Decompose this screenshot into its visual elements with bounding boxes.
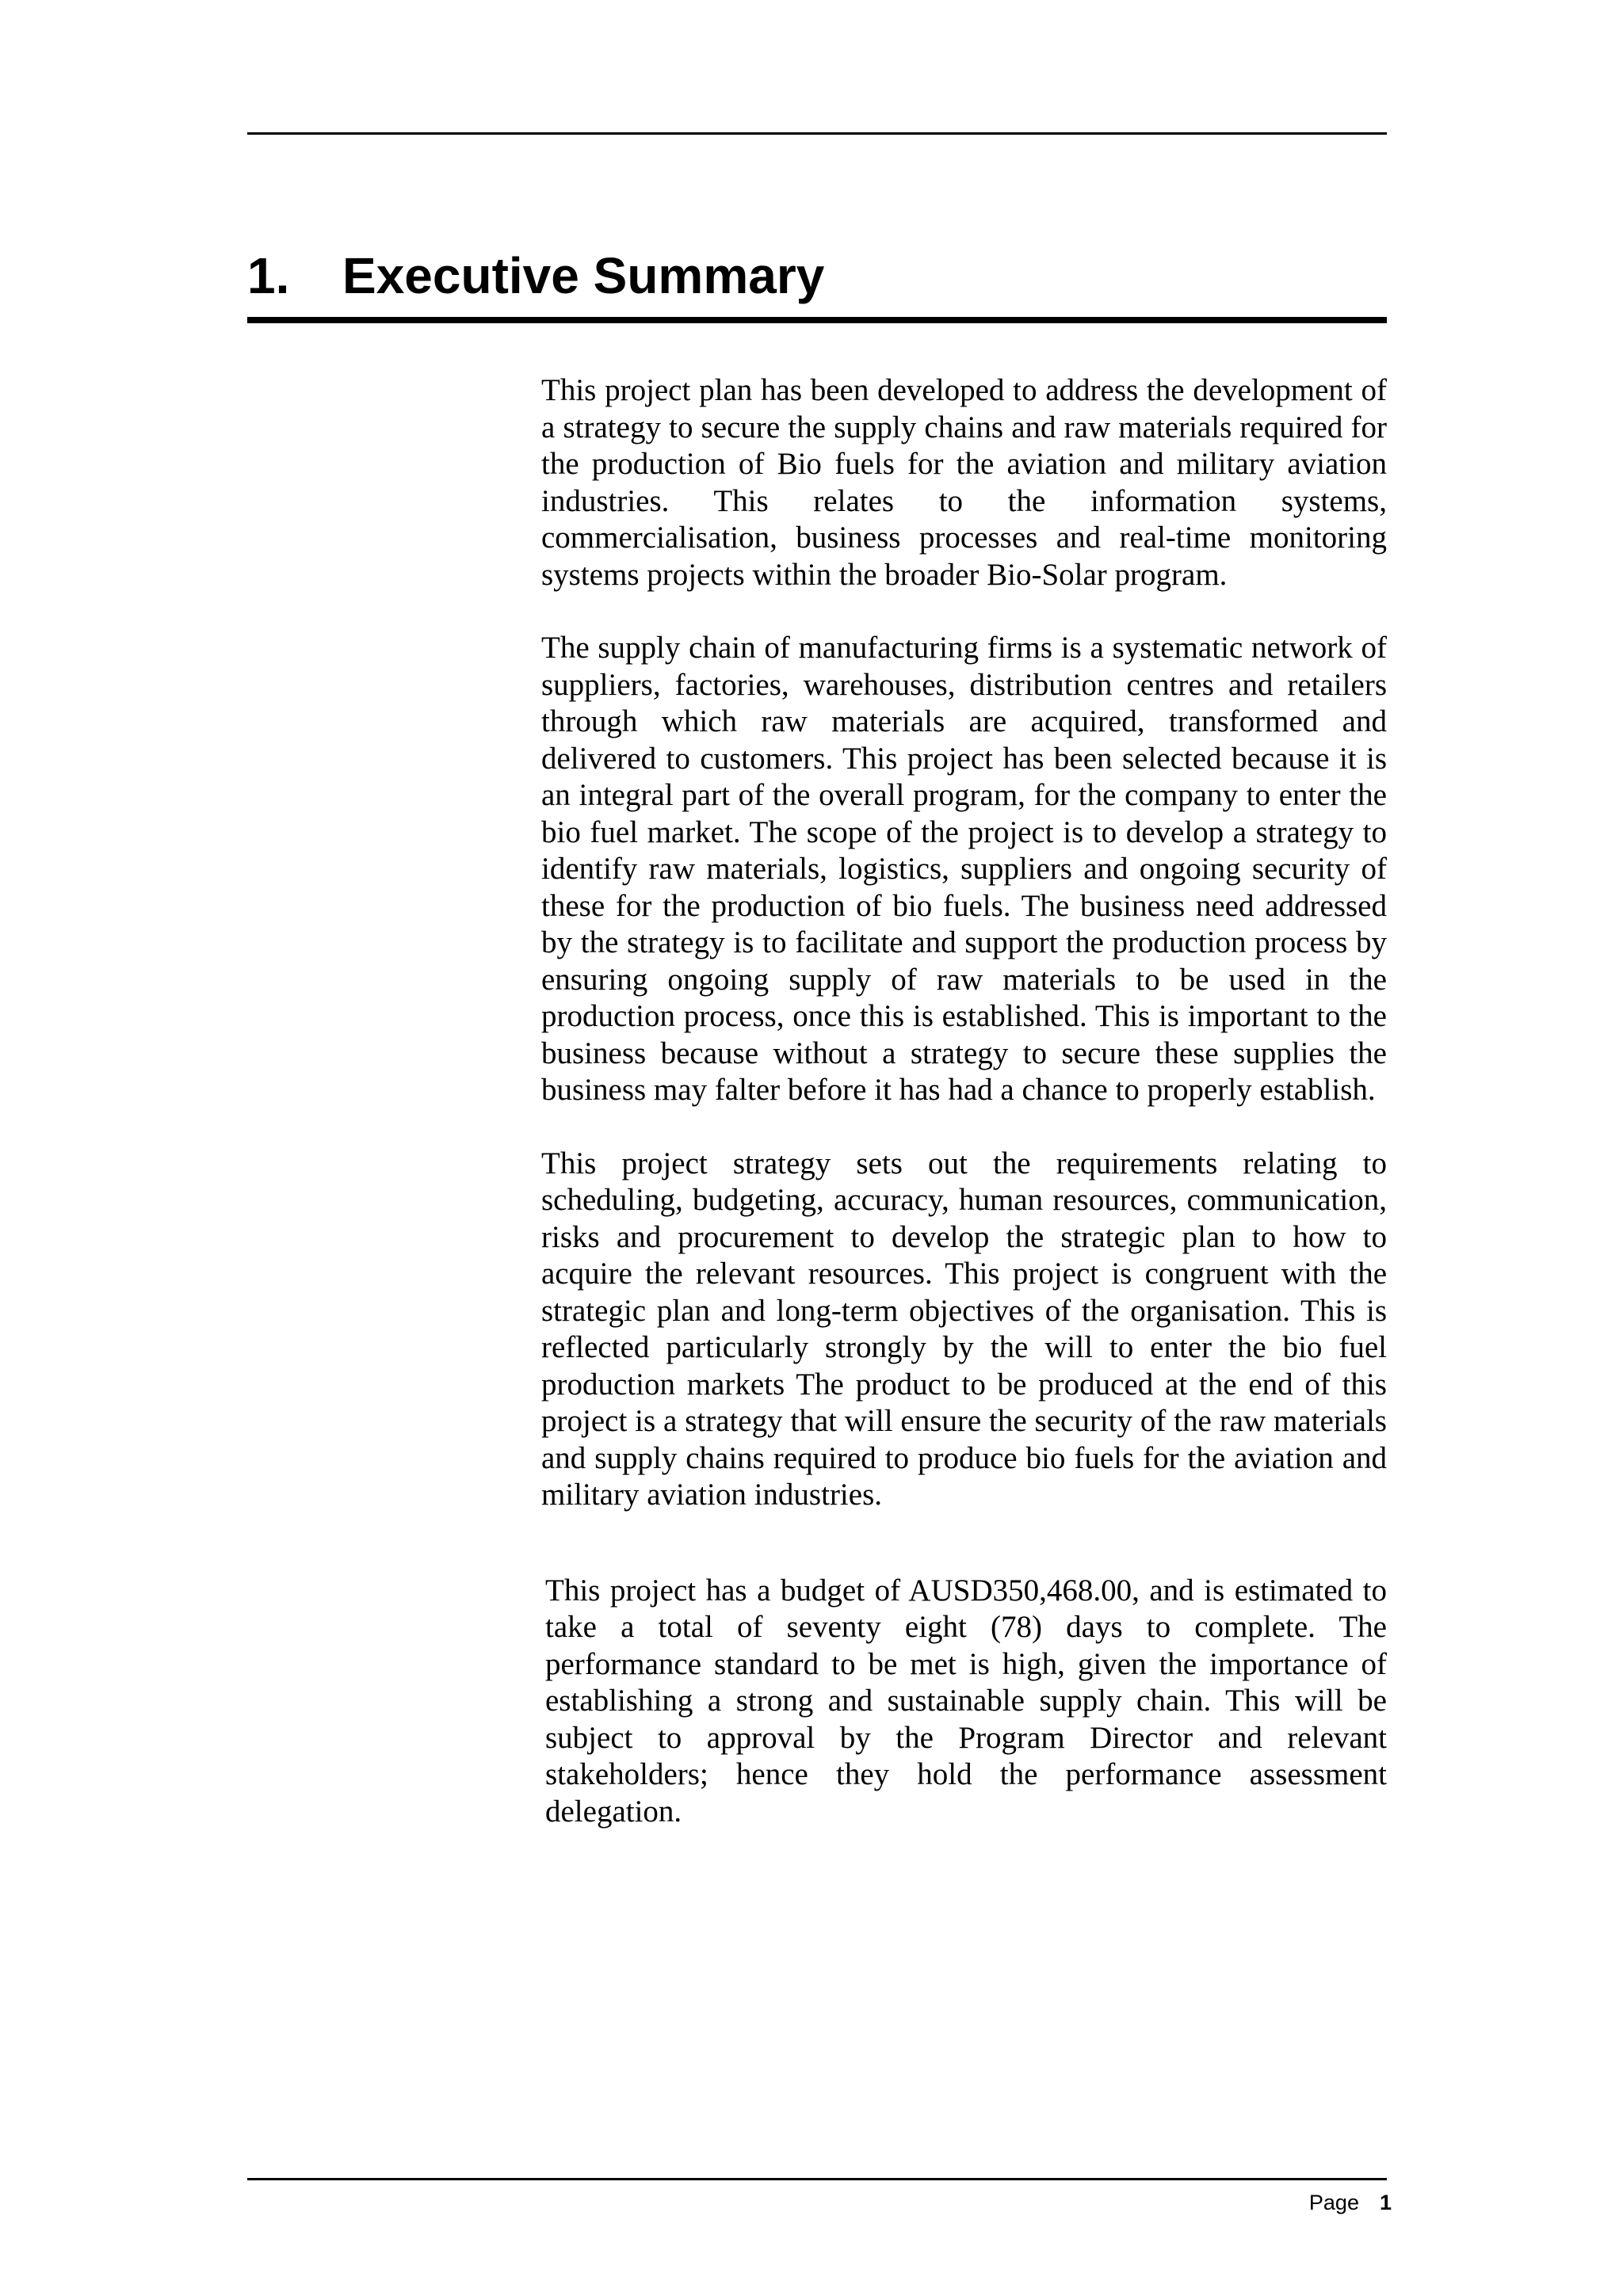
heading-underline xyxy=(247,317,1387,323)
footer-rule xyxy=(247,2178,1387,2180)
paragraph-2: The supply chain of manufacturing firms is a systematic network of suppliers, factories, warehouses, distribution centres and retailers through which raw materials are acquired, transformed and delivered to customers. This project has been selected because it is an integral part of the overall program, for the company to enter the bio fuel market. The scope of the project is to develop a strategy to identify raw materials, logistics, suppliers and ongoing security of these for the production of bio fuels. The business need addressed by the strategy is to facilitate and support the production process by ensuring ongoing supply of raw materials to be used in the production process, once this is established. This is important to the business because without a strategy to secure these supplies the business may falter before it has had a chance to properly establish. xyxy=(541,631,1387,1107)
paragraph-1: This project plan has been developed to address the development of a strategy to secure the supply chains and raw materials required for the production of Bio fuels for the aviation and military aviation industries. This relates to the information systems, commercialisation, business processes and real-time monitoring systems projects within the broader Bio-Solar program. xyxy=(541,373,1387,592)
paragraph-4: This project has a budget of AUSD350,468.00, and is estimated to take a total of seventy eight (78) days to complete. The performance standard to be met is high, given the importance of establishing a strong and sustainable supply chain. This will be subject to approval by the Program Director and relevant stakeholders; hence they hold the performance assessment delegation. xyxy=(545,1573,1387,1829)
body-text xyxy=(541,372,1387,1867)
page-footer xyxy=(1309,2188,1392,2217)
section-heading xyxy=(247,238,1387,314)
page-number: 1 xyxy=(1379,2191,1392,2214)
section-number: 1. xyxy=(247,247,290,304)
paragraph-3: This project strategy sets out the requirements relating to scheduling, budgeting, accuracy, human resources, communication, risks and procurement to develop the strategic plan to how to acquire the relevant resources. This project is congruent with the strategic plan and long-term objectives of the organisation. This is reflected particularly strongly by the will to enter the bio fuel production markets The product to be produced at the end of this project is a strategy that will ensure the security of the raw materials and supply chains required to produce bio fuels for the aviation and military aviation industries. xyxy=(541,1146,1387,1512)
page-label: Page xyxy=(1308,2191,1359,2214)
header-rule xyxy=(247,132,1387,135)
section-title: Executive Summary xyxy=(342,247,825,304)
